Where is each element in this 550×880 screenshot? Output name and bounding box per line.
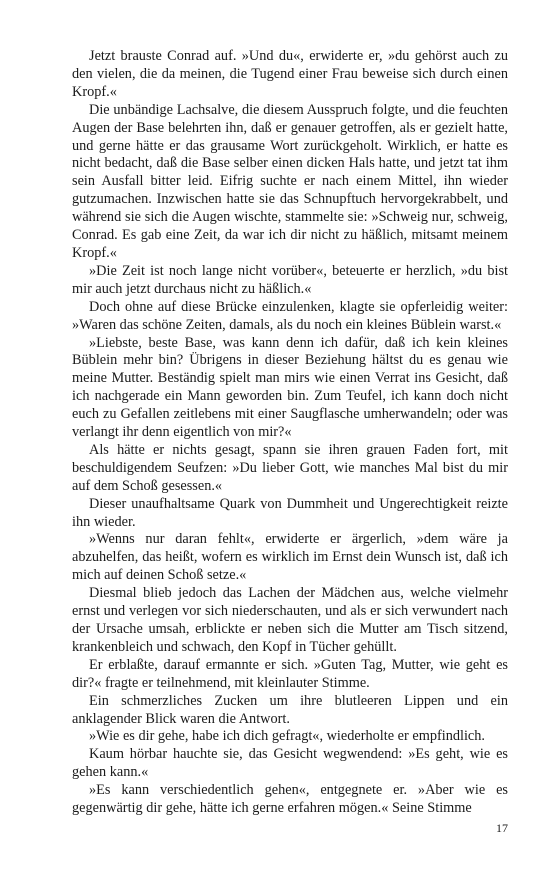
paragraph: »Die Zeit ist noch lange nicht vorüber«, beteuerte er herzlich, »du bist mir auch jetzt durchaus nicht zu häßlich.« (72, 262, 508, 297)
paragraph: »Es kann verschiedentlich gehen«, entgegnete er. »Aber wie es gegenwärtig dir gehe, hätte ich gerne erfahren mögen.« Seine Stimme (72, 782, 508, 817)
paragraph: Doch ohne auf diese Brücke einzulenken, klagte sie opferleidig weiter: »Waren das schöne Zeiten, damals, als du noch ein kleines Büblein warst.« (72, 298, 508, 333)
paragraph: Jetzt brauste Conrad auf. »Und du«, erwiderte er, »du gehörst auch zu den vielen, die da meinen, die Tugend einer Frau beweise sich durch einen Kropf.« (72, 48, 508, 100)
paragraph: Kaum hörbar hauchte sie, das Gesicht wegwendend: »Es geht, wie es gehen kann.« (72, 746, 508, 781)
paragraph: Dieser unaufhaltsame Quark von Dummheit und Ungerechtigkeit reizte ihn wieder. (72, 495, 508, 530)
paragraph: Ein schmerzliches Zucken um ihre blutleeren Lippen und ein anklagender Blick waren die Antwort. (72, 692, 508, 727)
paragraph: »Liebste, beste Base, was kann denn ich dafür, daß ich kein kleines Büblein mehr bin? Übrigens in dieser Beziehung hältst du es genau wie meine Mutter. Beständig spielt man mirs wie einen Verrat ins Gesicht, daß ich nachgerade ein Mann geworden bin. Zum Teufel, ich kann doch nicht euch zu Gefallen zeitlebens mit einer Saugflasche umherwandeln; oder was verlangt ihr denn eigentlich von mir?« (72, 334, 508, 441)
body-text (72, 48, 508, 818)
paragraph: »Wenns nur daran fehlt«, erwiderte er ärgerlich, »dem wäre ja abzuhelfen, das heißt, wofern es wirklich im Ernst dein Wunsch ist, daß ich mich auf deinen Schoß setze.« (72, 531, 508, 584)
paragraph: »Wie es dir gehe, habe ich dich gefragt«, wiederholte er empfindlich. (89, 728, 486, 745)
paragraph: Er erblaßte, darauf ermannte er sich. »Guten Tag, Mutter, wie geht es dir?« fragte er teilnehmend, mit kleinlauter Stimme. (72, 656, 508, 691)
page-number: 17 (496, 821, 508, 835)
paragraph: Als hätte er nichts gesagt, spann sie ihren grauen Faden fort, mit beschuldigendem Seufzen: »Du lieber Gott, wie manches Mal bist du mir auf dem Schoß gesessen.« (72, 441, 508, 494)
paragraph: Die unbändige Lachsalve, die diesem Ausspruch folgte, und die feuchten Augen der Base belehrten ihn, daß er genauer getroffen, als er gezielt hatte, und gerne hätte er das grausame Wort zurückgeholt. Wirklich, er hatte es nicht bedacht, daß die Base selber einen dicken Hals hatte, und jetzt tat ihm sein Ausfall bitter leid. Eifrig suchte er nach einem Mittel, ihn wieder gutzumachen. Inzwischen hatte sie das Schnupftuch hervorgekrabbelt, und während sie sich die Augen wischte, stammelte sie: »Schweig nur, schweig, Conrad. Es gab eine Zeit, da war ich dir nicht zu häßlich, mitsamt meinem Kropf.« (72, 101, 508, 261)
paragraph: Diesmal blieb jedoch das Lachen der Mädchen aus, welche vielmehr ernst und verlegen vor sich niederschauten, und als er sich verwundert nach der Ursache umsah, erblickte er neben sich die Mutter am Tisch sitzend, krankenbleich und schwach, den Kopf in Tücher gehüllt. (72, 585, 508, 655)
